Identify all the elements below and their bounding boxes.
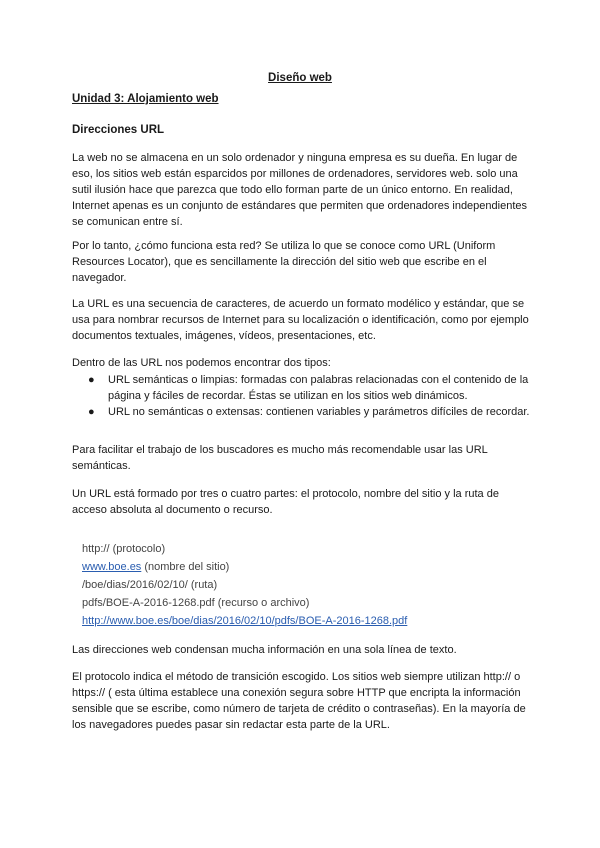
list-item-text: URL semánticas o limpias: formadas con palabras relacionadas con el contenido de la página y fáciles de recordar. Éstas se utilizan en los sitios web dinámicos. <box>108 374 529 402</box>
list-item-text: URL no semánticas o extensas: contienen variables y parámetros difíciles de recordar. <box>108 406 530 418</box>
paragraph-url-parts: Un URL está formado por tres o cuatro partes: el protocolo, nombre del sitio y la ruta de acceso absoluta al documento o recurso. <box>72 488 499 516</box>
paragraph-condense: Las direcciones web condensan mucha información en una sola línea de texto. <box>72 644 457 656</box>
example-path: /boe/dias/2016/02/10/ (ruta) <box>82 579 218 591</box>
paragraph-protocol: El protocolo indica el método de transición escogido. Los sitios web siempre utilizan http:// o https:// ( esta última establece una conexión segura sobre HTTP que encripta la información sensible que se escribe, como número de tarjeta de crédito o contraseñas). En la mayoría de los navegadores puedes pasar sin redactar esta parte de la URL. <box>72 671 526 731</box>
example-resource: pdfs/BOE-A-2016-1268.pdf (recurso o archivo) <box>82 597 310 609</box>
example-full-url-link[interactable]: http://www.boe.es/boe/dias/2016/02/10/pdfs/BOE-A-2016-1268.pdf <box>82 615 408 627</box>
paragraph-search-engines: Para facilitar el trabajo de los buscadores es mucho más recomendable usar las URL semánticas. <box>72 444 488 472</box>
bullet-icon: ● <box>88 406 95 418</box>
bullet-icon: ● <box>88 374 95 386</box>
unit-heading: Unidad 3: Alojamiento web <box>72 93 219 105</box>
example-site-label: (nombre del sitio) <box>141 561 230 573</box>
document-title: Diseño web <box>268 72 332 84</box>
paragraph-url-definition: La URL es una secuencia de caracteres, de acuerdo un formato modélico y estándar, que se usa para nombrar recursos de Internet para su localización o identificación, como por ejemplo documentos textuales, imágenes, vídeos, presentaciones, etc. <box>72 298 529 342</box>
url-example-figure <box>82 540 407 630</box>
example-site <box>82 558 407 576</box>
paragraph-how-it-works: Por lo tanto, ¿cómo funciona esta red? Se utiliza lo que se conoce como URL (Uniform Resources Locator), que es sencillamente la dirección del sitio web que escribe en el navegador. <box>72 240 496 284</box>
example-site-link[interactable]: www.boe.es <box>82 561 142 573</box>
paragraph-intro: La web no se almacena en un solo ordenador y ninguna empresa es su dueña. En lugar de eso, los sitios web están esparcidos por millones de ordenadores, servidores web. solo una sutil ilusión hace que parezca que todo ello forman parte de un único entorno. En realidad, Internet apenas es un conjunto de estándares que permiten que ordenadores independientes se comunican entre sí. <box>72 152 528 228</box>
url-types-list <box>72 372 532 420</box>
example-protocol: http:// (protocolo) <box>82 543 166 555</box>
section-heading: Direcciones URL <box>72 124 165 136</box>
list-item <box>72 404 532 420</box>
paragraph-url-types: Dentro de las URL nos podemos encontrar dos tipos: <box>72 357 331 369</box>
list-item <box>72 372 532 404</box>
